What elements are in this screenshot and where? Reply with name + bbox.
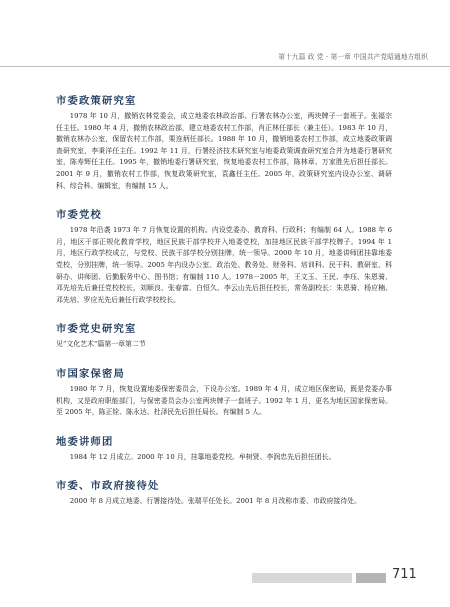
footer-bar-light — [252, 573, 352, 583]
section-title: 市委政策研究室 — [56, 95, 137, 107]
page-header — [0, 0, 450, 70]
section-lecturer-group — [56, 433, 392, 464]
footer-bar-dark — [356, 573, 386, 583]
section-party-school — [56, 206, 392, 306]
section-title: 市委党校 — [56, 209, 102, 222]
running-title: 第十九篇 政 党 · 第一章 中国共产党昭通地方组织 — [278, 53, 428, 61]
section-secrecy-bureau — [56, 365, 392, 419]
section-reception-office — [56, 477, 392, 508]
page-body — [56, 92, 392, 522]
section-title: 市委、市政府接待处 — [56, 480, 160, 493]
section-paragraph: 1978 年沿袭 1973 年 7 月恢复设置的机构。内设党委办、教育科、行政科；有编制 64 人。1988 年 6 月，地区干部正规化教育学校，地区民族干部学校并入地委党校，加挂地区民族干部学校牌子。1994 年 1 月，地区行政学校成立，与党校、民族干部学校分别挂牌，统一领导。2000 年 10 月，地委讲师团挂靠地委党校，分别挂牌，统一领导。2005 年内设办公室、政治处、教务处、财务科、培训科、民干科、教研室、科研办、讲师团、后勤服务中心、图书馆；有编制 110 人。1978－2005 年，王文玉、王民、李珏、朱恩骑、邓先培先后兼任党校校长，刘顺良、张春富、白恒久、李云山先后担任校长，常务副校长：朱恩骑、杨应楠、邓先培、罗应光先后兼任行政学校校长。 — [56, 226, 392, 304]
section-party-history-office — [56, 320, 392, 351]
section-title: 市国家保密局 — [56, 367, 125, 380]
section-title: 地委讲师团 — [56, 435, 114, 448]
section-policy-research-office — [56, 92, 392, 192]
section-title: 市委党史研究室 — [56, 323, 137, 336]
section-paragraph: 1984 年 12 月成立。2000 年 10 月，挂靠地委党校。牟树贤、李润忠先后担任团长。 — [69, 452, 336, 461]
header-divider — [0, 66, 450, 67]
section-paragraph: 1978 年 10 月，撤销农林党委会，成立地委农林政治部、行署农林办公室，两块牌子一套班子。张福宗任主任。1980 年 4 月，撤销农林政治部，建立地委农村工作部，肖正林任部长（兼主任）。1983 年 10 月，撤销农林办公室，保留农村工作部，栗连炳任部长。1988 年 10 月，撤销地委农村工作部，成立地委政策调查研究室，李秉洋任主任。1992 年 11 月，行署经济技术研究室与地委政策调查研究室合并为地委行署研究室，陈寿辉任主任。1995 年，撤销地委行署研究室，恢复地委农村工作部，陈林章、万家胜先后担任部长。2001 年 9 月，撤销农村工作部，恢复政策研究室，袁鑫任主任。2005 年，政策研究室内设办公室、调研科、综合科、编辑室，有编制 15 人。 — [56, 112, 392, 190]
section-paragraph: 见“文化艺术”篇第一章第二节 — [56, 340, 146, 349]
page-number: 711 — [392, 567, 417, 582]
section-paragraph: 1980 年 7 月，恢复设置地委保密委员会，下设办公室。1989 年 4 月，成立地区保密局，既是党委办事机构，又是政府职能部门，与保密委员会办公室两块牌子一套班子。1992 年 1 月，更名为地区国家保密局。至 2005 年，陈正铨、陈永达、杜泽民先后担任局长。有编制 5 人。 — [56, 384, 392, 417]
section-paragraph: 2000 年 8 月成立地委、行署接待处。张瑞平任处长。2001 年 8 月改称市委、市政府接待处。 — [69, 497, 362, 506]
